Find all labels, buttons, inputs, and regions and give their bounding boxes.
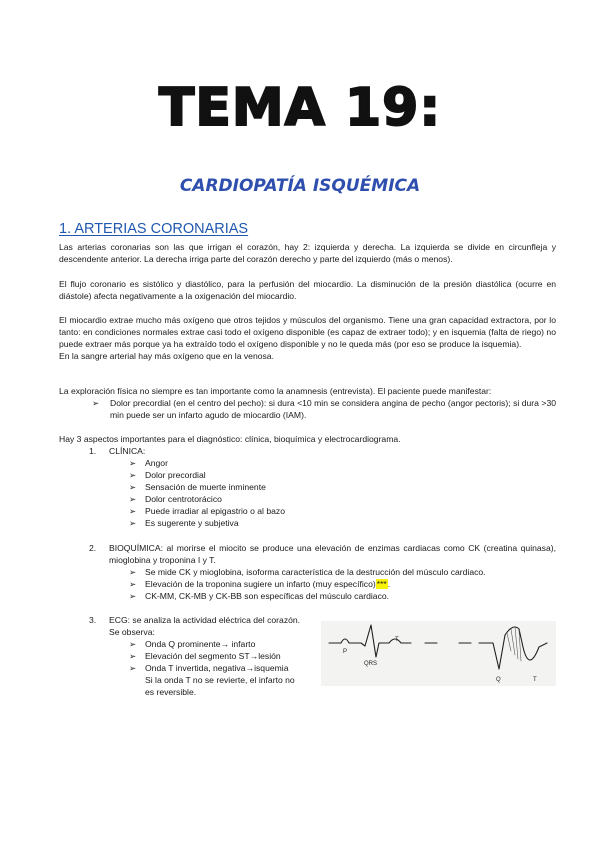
- list-number: 2.: [89, 543, 97, 553]
- arrow-bullet-icon: ➢: [129, 579, 137, 589]
- paragraph-text: En la sangre arterial hay más oxígeno que en la venosa.: [59, 351, 274, 361]
- paragraph-text: El miocardio extrae mucho más oxígeno que otros tejidos y músculos del organismo. Tiene una gran capacidad extractora, por lo tanto: en condiciones normales extrae casi todo el oxígeno disponible (es capaz de extraer todo); y en isquemia (falta de riego) no puede extraer más porque ya ha extraído todo el oxígeno disponible y no le queda más (por eso se produce la isquemia).: [59, 315, 556, 349]
- ecg-normal-trace: [329, 625, 411, 657]
- arrow-bullet-icon: ➢: [129, 482, 137, 492]
- arrow-bullet-icon: ➢: [129, 494, 137, 504]
- ecg-label-p: P: [343, 649, 348, 655]
- ecg-pathological-trace: [479, 627, 547, 669]
- paragraph-physical-exam: La exploración física no siempre es tan importante como la anamnesis (entrevista). El paciente puede manifestar:: [59, 386, 492, 396]
- list-item: ➢ Se mide CK y mioglobina, isoforma característica de la destrucción del músculo cardiaco.: [129, 567, 486, 577]
- list-subheading: Se observa:: [109, 627, 155, 637]
- list-number: 1.: [89, 446, 97, 456]
- ecg-label-t: T: [395, 637, 399, 643]
- arrow-bullet-icon: ➢: [129, 458, 137, 468]
- arrow-bullet-icon: ➢: [129, 506, 137, 516]
- ecg-hatching: [507, 627, 521, 661]
- page-subtitle: CARDIOPATÍA ISQUÉMICA: [179, 176, 421, 196]
- list-item: ➢ Dolor centrotorácico: [129, 494, 222, 504]
- arrow-bullet-icon: ➢: [92, 398, 100, 408]
- section-heading: 1. ARTERIAS CORONARIAS: [59, 221, 249, 237]
- ecg-sketch-image: [321, 621, 556, 686]
- arrow-bullet-icon: ➢: [129, 591, 137, 601]
- arrow-bullet-icon: ➢: [129, 651, 137, 661]
- list-item: ➢ Onda T invertida, negativa→isquemia: [129, 663, 289, 673]
- paragraph-coronary-flow: El flujo coronario es sistólico y diastólico, para la perfusión del miocardio. La disminución de la presión diastólica (ocurre en diástole) afecta negativamente a la oxigenación del miocardio.: [59, 279, 556, 301]
- list-item: ➢ CK-MM, CK-MB y CK-BB son específicas del músculo cardiaco.: [129, 591, 390, 601]
- list-item: ➢ Angor: [129, 458, 168, 468]
- list-note: Si la onda T no se revierte, el infarto no: [145, 675, 295, 685]
- list-heading-bioquimica: BIOQUÍMICA: al morirse el miocito se produce una elevación de enzimas cardiacas como CK (creatina quinasa), mioglobina y troponina I y T.: [109, 543, 556, 565]
- paragraph-diagnosis: Hay 3 aspectos importantes para el diagnóstico: clínica, bioquímica y electrocardiograma.: [59, 434, 401, 444]
- list-item: ➢ Dolor precordial: [129, 470, 206, 480]
- list-item: ➢ Elevación del segmento ST→lesión: [129, 651, 281, 661]
- page-title: TEMA 19:: [158, 78, 442, 138]
- highlight-mark: ***: [376, 579, 387, 589]
- ecg-label-t: T: [533, 677, 537, 683]
- list-number: 3.: [89, 615, 97, 625]
- arrow-bullet-icon: ➢: [129, 639, 137, 649]
- ecg-waveform-drawing: [321, 621, 556, 686]
- arrow-bullet-icon: ➢: [129, 663, 137, 673]
- list-item: ➢ Elevación de la troponina sugiere un infarto (muy específico)***.: [129, 579, 391, 589]
- arrow-bullet-icon: ➢: [129, 567, 137, 577]
- list-item: [92, 397, 556, 421]
- ecg-label-q: Q: [496, 677, 501, 683]
- list-item: ➢ Sensación de muerte inminente: [129, 482, 266, 492]
- paragraph-myocardium-oxygen: [59, 314, 556, 362]
- arrow-bullet-icon: ➢: [129, 518, 137, 528]
- paragraph-coronary-arteries: Las arterias coronarias son las que irrigan el corazón, hay 2: izquierda y derecha. La izquierda se divide en circunfleja y descendente anterior. La derecha irriga parte del corazón derecho y parte del izquierdo (más o menos).: [59, 242, 556, 264]
- arrow-bullet-icon: ➢: [129, 470, 137, 480]
- list-item: ➢ Onda Q prominente→ infarto: [129, 639, 256, 649]
- list-item: ➢ Es sugerente y subjetiva: [129, 518, 239, 528]
- list-item: ➢ Puede irradiar al epigastrio o al bazo: [129, 506, 285, 516]
- ecg-label-qrs: QRS: [364, 661, 378, 667]
- list-item-text: Dolor precordial (en el centro del pecho): si dura <10 min se considera angina de pecho (angor pectoris); si dura >30 min puede ser un infarto agudo de miocardio (IAM).: [110, 398, 556, 420]
- list-heading-ecg: ECG: se analiza la actividad eléctrica del corazón.: [109, 615, 301, 625]
- list-heading-clinica: CLÍNICA:: [109, 446, 146, 456]
- list-note: es reversible.: [145, 687, 197, 697]
